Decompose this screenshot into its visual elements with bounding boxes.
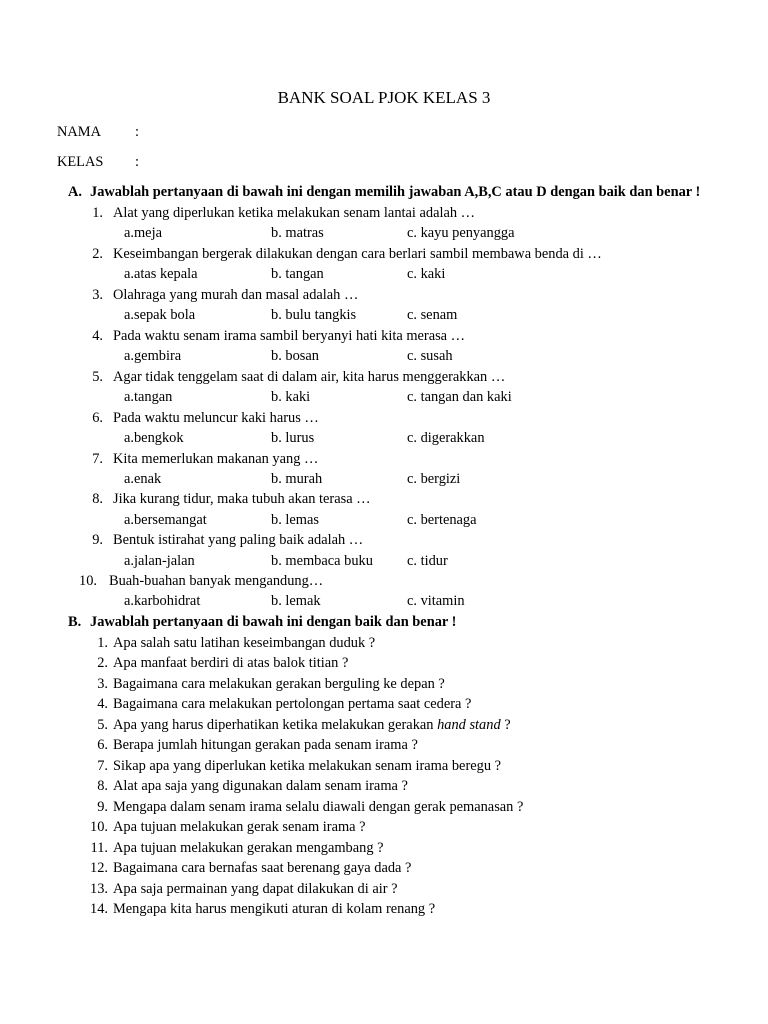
section-heading-text: Jawablah pertanyaan di bawah ini dengan memilih jawaban A,B,C atau D dengan baik dan benar ! bbox=[90, 184, 701, 200]
question-text: Kita memerlukan makanan yang … bbox=[113, 451, 319, 467]
option-a: a.tangan bbox=[124, 389, 173, 405]
option-a: a.karbohidrat bbox=[124, 593, 201, 609]
option-c: c. digerakkan bbox=[407, 430, 485, 446]
option-b: b. lurus bbox=[271, 430, 315, 446]
options-row bbox=[0, 305, 768, 325]
option-b: b. kaki bbox=[271, 389, 311, 405]
question-text: Buah-buahan banyak mengandung… bbox=[109, 573, 324, 589]
question-number: 10. bbox=[90, 819, 108, 835]
question-number: 9. bbox=[92, 532, 103, 548]
option-b: b. lemas bbox=[271, 512, 319, 528]
field-label: NAMA bbox=[57, 124, 101, 140]
question-number: 8. bbox=[97, 778, 108, 794]
option-c: c. kayu penyangga bbox=[407, 225, 515, 241]
question-number: 4. bbox=[97, 696, 108, 712]
question-text: Agar tidak tenggelam saat di dalam air, kita harus menggerakkan … bbox=[113, 369, 506, 385]
options-row bbox=[0, 551, 768, 571]
question-number: 3. bbox=[97, 676, 108, 692]
question-text: Alat yang diperlukan ketika melakukan senam lantai adalah … bbox=[113, 205, 476, 221]
section-letter: A. bbox=[68, 184, 82, 200]
question-number: 2. bbox=[97, 655, 108, 671]
options-row bbox=[0, 510, 768, 530]
question-number: 14. bbox=[90, 901, 108, 917]
question-text: Olahraga yang murah dan masal adalah … bbox=[113, 287, 359, 303]
option-a: a.jalan-jalan bbox=[124, 553, 195, 569]
question-number: 11. bbox=[90, 840, 108, 856]
question-text: Apa manfaat berdiri di atas balok titian ? bbox=[113, 655, 349, 671]
question-text: Bentuk istirahat yang paling baik adalah … bbox=[113, 532, 364, 548]
option-c: c. kaki bbox=[407, 266, 446, 282]
option-a: a.atas kepala bbox=[124, 266, 198, 282]
section-b-heading bbox=[68, 612, 456, 632]
options-row bbox=[0, 428, 768, 448]
option-c: c. bergizi bbox=[407, 471, 461, 487]
option-c: c. tangan dan kaki bbox=[407, 389, 512, 405]
option-a: a.meja bbox=[124, 225, 162, 241]
option-b: b. bosan bbox=[271, 348, 319, 364]
question-text: Pada waktu meluncur kaki harus … bbox=[113, 410, 319, 426]
option-a: a.bersemangat bbox=[124, 512, 207, 528]
question-text: Apa tujuan melakukan gerakan mengambang ? bbox=[113, 840, 384, 856]
field-colon: : bbox=[135, 154, 139, 170]
question-number: 2. bbox=[92, 246, 103, 262]
field-colon: : bbox=[135, 124, 139, 140]
field-label: KELAS bbox=[57, 154, 104, 170]
option-b: b. murah bbox=[271, 471, 323, 487]
question-text: Bagaimana cara melakukan gerakan berguling ke depan ? bbox=[113, 676, 445, 692]
question-number: 4. bbox=[92, 328, 103, 344]
question-number: 8. bbox=[92, 491, 103, 507]
options-row bbox=[0, 346, 768, 366]
option-c: c. susah bbox=[407, 348, 453, 364]
option-a: a.bengkok bbox=[124, 430, 184, 446]
option-a: a.gembira bbox=[124, 348, 182, 364]
question-number: 9. bbox=[97, 799, 108, 815]
option-c: c. tidur bbox=[407, 553, 448, 569]
question-number: 5. bbox=[97, 717, 108, 733]
question-text: Keseimbangan bergerak dilakukan dengan cara berlari sambil membawa benda di … bbox=[113, 246, 602, 262]
options-row bbox=[0, 264, 768, 284]
options-row bbox=[0, 223, 768, 243]
question-text: Sikap apa yang diperlukan ketika melakukan senam irama beregu ? bbox=[113, 758, 501, 774]
option-b: b. lemak bbox=[271, 593, 321, 609]
options-row bbox=[0, 387, 768, 407]
question-text: Apa salah satu latihan keseimbangan duduk ? bbox=[113, 635, 376, 651]
options-row bbox=[0, 591, 768, 611]
option-a: a.sepak bola bbox=[124, 307, 196, 323]
question-text: Mengapa kita harus mengikuti aturan di kolam renang ? bbox=[113, 901, 436, 917]
question-number: 6. bbox=[92, 410, 103, 426]
option-b: b. tangan bbox=[271, 266, 324, 282]
question-number: 1. bbox=[92, 205, 103, 221]
page-title: BANK SOAL PJOK KELAS 3 bbox=[277, 88, 491, 107]
question-number: 1. bbox=[97, 635, 108, 651]
question-text: Berapa jumlah hitungan gerakan pada senam irama ? bbox=[113, 737, 418, 753]
option-c: c. vitamin bbox=[407, 593, 465, 609]
option-b: b. bulu tangkis bbox=[271, 307, 357, 323]
question-text: Pada waktu senam irama sambil beryanyi hati kita merasa … bbox=[113, 328, 466, 344]
question-number: 3. bbox=[92, 287, 103, 303]
question-number: 7. bbox=[97, 758, 108, 774]
question-text: Apa tujuan melakukan gerak senam irama ? bbox=[113, 819, 366, 835]
question-text-italic: hand stand bbox=[437, 717, 501, 733]
question-text: Alat apa saja yang digunakan dalam senam irama ? bbox=[113, 778, 408, 794]
question-number: 5. bbox=[92, 369, 103, 385]
option-b: b. membaca buku bbox=[271, 553, 373, 569]
section-heading-text: Jawablah pertanyaan di bawah ini dengan baik dan benar ! bbox=[90, 614, 457, 630]
question-text: Jika kurang tidur, maka tubuh akan terasa … bbox=[113, 491, 371, 507]
option-c: c. senam bbox=[407, 307, 458, 323]
question-number: 10. bbox=[79, 573, 97, 589]
section-a-heading bbox=[68, 182, 700, 202]
option-b: b. matras bbox=[271, 225, 324, 241]
question-text: Bagaimana cara melakukan pertolongan pertama saat cedera ? bbox=[113, 696, 472, 712]
question-number: 7. bbox=[92, 451, 103, 467]
option-c: c. bertenaga bbox=[407, 512, 477, 528]
option-a: a.enak bbox=[124, 471, 162, 487]
question-number: 12. bbox=[90, 860, 108, 876]
section-letter: B. bbox=[68, 614, 82, 630]
options-row bbox=[0, 469, 768, 489]
question-text-main: Apa yang harus diperhatikan ketika melakukan gerakan bbox=[113, 717, 438, 733]
question-text: Bagaimana cara bernafas saat berenang gaya dada ? bbox=[113, 860, 412, 876]
question-text-tail: ? bbox=[500, 717, 511, 733]
question-text: Apa saja permainan yang dapat dilakukan di air ? bbox=[113, 881, 398, 897]
question-number: 13. bbox=[90, 881, 108, 897]
question-number: 6. bbox=[97, 737, 108, 753]
question-text: Mengapa dalam senam irama selalu diawali dengan gerak pemanasan ? bbox=[113, 799, 524, 815]
question-text bbox=[113, 715, 511, 735]
